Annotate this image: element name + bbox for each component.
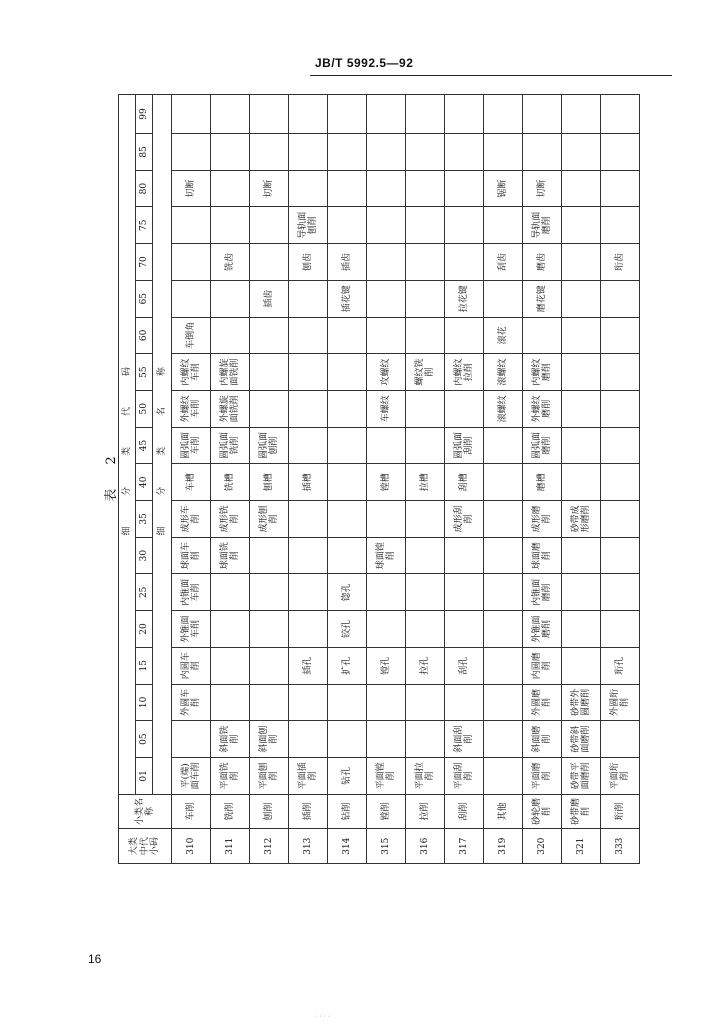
table-cell: [484, 464, 523, 501]
table-cell: [562, 317, 601, 354]
table-cell: [211, 684, 250, 721]
table-cell: [211, 647, 250, 684]
table-cell: 内螺纹车削: [172, 354, 211, 391]
table-cell: [601, 464, 640, 501]
table-cell: [445, 170, 484, 207]
table-cell: [562, 134, 601, 171]
table-cell: [250, 684, 289, 721]
table-cell: 球面铣削: [211, 537, 250, 574]
row-code: 316: [406, 829, 445, 864]
table-cell: [289, 501, 328, 538]
span-name-header: 细 分 类 名 称: [153, 95, 172, 795]
table-cell: [406, 684, 445, 721]
table-cell: 平面刮削: [445, 757, 484, 794]
table-cell: [367, 134, 406, 171]
row-code: 320: [523, 829, 562, 864]
table-cell: [250, 611, 289, 648]
table-cell: [406, 574, 445, 611]
table-cell: 刮孔: [445, 647, 484, 684]
table-cell: [289, 574, 328, 611]
row-subclass-name: 珩削: [601, 794, 640, 829]
row-subclass-name: 拉削: [406, 794, 445, 829]
table-cell: [328, 464, 367, 501]
table-cell: 外锥面车削: [172, 611, 211, 648]
page-number: 16: [88, 952, 102, 966]
table-cell: [484, 501, 523, 538]
table-cell: [562, 207, 601, 244]
table-cell: [172, 721, 211, 758]
table-cell: [250, 537, 289, 574]
table-cell: [523, 95, 562, 134]
table-cell: 球面磨削: [523, 537, 562, 574]
table-cell: 磨槽: [523, 464, 562, 501]
table-cell: [367, 721, 406, 758]
table-row: [406, 95, 445, 864]
table-cell: 外圆车削: [172, 684, 211, 721]
table-cell: 切断: [523, 170, 562, 207]
table-cell: [601, 390, 640, 427]
table-cell: [289, 134, 328, 171]
table-cell: [445, 537, 484, 574]
table-cell: 平面铣削: [211, 757, 250, 794]
row-subclass-name: 车削: [172, 794, 211, 829]
table-cell: [289, 537, 328, 574]
table-cell: 成形车削: [172, 501, 211, 538]
code-header-cell: 45: [136, 427, 153, 464]
row-code: 317: [445, 829, 484, 864]
table-cell: [601, 170, 640, 207]
table-cell: 内螺旋面铣削: [211, 354, 250, 391]
table-cell: [328, 95, 367, 134]
table-cell: [211, 611, 250, 648]
table-row: [211, 95, 250, 864]
code-header-cell: 80: [136, 170, 153, 207]
row-code: 333: [601, 829, 640, 864]
table-cell: 滚螺纹: [484, 354, 523, 391]
table-cell: [172, 95, 211, 134]
table-cell: [406, 95, 445, 134]
table-cell: [484, 427, 523, 464]
table-cell: 锪孔: [328, 574, 367, 611]
table-cell: 插齿: [328, 244, 367, 281]
table-cell: 珩孔: [601, 647, 640, 684]
table-cell: [406, 244, 445, 281]
table-cell: [250, 390, 289, 427]
table-cell: [562, 390, 601, 427]
table-cell: 球面车削: [172, 537, 211, 574]
table-cell: 导轨面磨削: [523, 207, 562, 244]
table-cell: [601, 95, 640, 134]
table-cell: [367, 501, 406, 538]
table-row: [250, 95, 289, 864]
table-row: [172, 95, 211, 864]
table-cell: 斜面刮削: [445, 721, 484, 758]
row-subclass-name: 砂轮磨削: [523, 794, 562, 829]
table-cell: [406, 170, 445, 207]
table-cell: 圆弧面刨削: [250, 427, 289, 464]
code-header-cell: 85: [136, 134, 153, 171]
table-cell: [250, 207, 289, 244]
table-cell: [562, 280, 601, 317]
table-cell: 平面珩削: [601, 757, 640, 794]
table-cell: 平面镗削: [367, 757, 406, 794]
code-header-cell: 10: [136, 684, 153, 721]
table-cell: [445, 207, 484, 244]
table-cell: [484, 574, 523, 611]
table-cell: [250, 244, 289, 281]
table-cell: [328, 134, 367, 171]
table-cell: 斜面磨削: [523, 721, 562, 758]
table-cell: 平面磨削: [523, 757, 562, 794]
table-caption: 表 2: [104, 446, 119, 502]
table-cell: [328, 427, 367, 464]
table-cell: [367, 684, 406, 721]
table-cell: [406, 207, 445, 244]
table-cell: [523, 317, 562, 354]
row-code: 312: [250, 829, 289, 864]
table-cell: 斜面刨削: [250, 721, 289, 758]
table-cell: [562, 647, 601, 684]
table-cell: 平面刨削: [250, 757, 289, 794]
table-cell: 磨齿: [523, 244, 562, 281]
table-cell: [484, 647, 523, 684]
code-header-cell: 15: [136, 647, 153, 684]
row-subclass-name: 镗削: [367, 794, 406, 829]
table-cell: 导轨面刨削: [289, 207, 328, 244]
code-header-row: [136, 95, 153, 864]
table-cell: [211, 280, 250, 317]
table-cell: [250, 317, 289, 354]
row-subclass-name: 插削: [289, 794, 328, 829]
table-cell: [601, 317, 640, 354]
row-code: 314: [328, 829, 367, 864]
table-cell: [211, 134, 250, 171]
table-cell: [445, 611, 484, 648]
standard-number: JB/T 5992.5—92: [315, 56, 414, 70]
table-cell: [601, 501, 640, 538]
table-cell: [562, 574, 601, 611]
table-cell: [601, 537, 640, 574]
table-cell: [601, 134, 640, 171]
table-cell: [289, 684, 328, 721]
table-cell: [289, 611, 328, 648]
table-cell: [289, 354, 328, 391]
table-row: [484, 95, 523, 864]
table-cell: 铣齿: [211, 244, 250, 281]
table-cell: 镗槽: [367, 464, 406, 501]
table-cell: 刨槽: [250, 464, 289, 501]
table-cell: 滚螺纹: [484, 390, 523, 427]
row-subclass-name: 其他: [484, 794, 523, 829]
table-cell: 外圆磨削: [523, 684, 562, 721]
row-subclass-name: 刨削: [250, 794, 289, 829]
table-cell: 外锥面磨削: [523, 611, 562, 648]
table-cell: 内锥面车削: [172, 574, 211, 611]
table-cell: [562, 354, 601, 391]
table-cell: [172, 280, 211, 317]
table-cell: 螺纹铣削: [406, 354, 445, 391]
table-cell: [562, 244, 601, 281]
table-cell: [445, 244, 484, 281]
code-header-cell: 50: [136, 390, 153, 427]
table-cell: [601, 574, 640, 611]
table-cell: [406, 501, 445, 538]
table-cell: [406, 721, 445, 758]
table-cell: [328, 684, 367, 721]
table-cell: 铰孔: [328, 611, 367, 648]
table-cell: [562, 170, 601, 207]
row-subclass-name: 砂带磨削: [562, 794, 601, 829]
table-cell: [250, 134, 289, 171]
table-cell: [367, 95, 406, 134]
table-cell: 圆弧面铣削: [211, 427, 250, 464]
table-row: [562, 95, 601, 864]
table-cell: 平(端)面车削: [172, 757, 211, 794]
table-cell: 切断: [172, 170, 211, 207]
table-cell: [601, 427, 640, 464]
row-subclass-name: 铣削: [211, 794, 250, 829]
code-header-cell: 40: [136, 464, 153, 501]
table-cell: 平面插削: [289, 757, 328, 794]
table-cell: 拉孔: [406, 647, 445, 684]
row-subclass-name: 钻削: [328, 794, 367, 829]
table-cell: 插槽: [289, 464, 328, 501]
table-cell: 砂带外圆磨削: [562, 684, 601, 721]
row-code: 315: [367, 829, 406, 864]
code-header-cell: 75: [136, 207, 153, 244]
rotated-table-block: [100, 94, 676, 864]
table-cell: [601, 354, 640, 391]
table-cell: 内圆车削: [172, 647, 211, 684]
table-row: [289, 95, 328, 864]
code-header-cell: 01: [136, 757, 153, 794]
row-code: 321: [562, 829, 601, 864]
table-cell: [406, 390, 445, 427]
table-row: [328, 95, 367, 864]
table-cell: [367, 170, 406, 207]
table-cell: [406, 537, 445, 574]
table-cell: 成形铣削: [211, 501, 250, 538]
table-cell: [289, 427, 328, 464]
table-cell: 内螺纹拉削: [445, 354, 484, 391]
table-row: [523, 95, 562, 864]
table-cell: [367, 280, 406, 317]
table-cell: [367, 611, 406, 648]
table-cell: [289, 170, 328, 207]
code-header-cell: 70: [136, 244, 153, 281]
table-cell: [211, 574, 250, 611]
table-cell: 钻孔: [328, 757, 367, 794]
table-cell: [367, 574, 406, 611]
table-cell: 铣槽: [211, 464, 250, 501]
table-cell: [328, 721, 367, 758]
table-cell: [328, 170, 367, 207]
table-cell: [172, 244, 211, 281]
table-cell: 成形刨削: [250, 501, 289, 538]
table-cell: [484, 757, 523, 794]
table-cell: [562, 464, 601, 501]
table-cell: 圆弧面车削: [172, 427, 211, 464]
table-cell: 外圆珩削: [601, 684, 640, 721]
table-cell: 圆弧面磨削: [523, 427, 562, 464]
table-cell: 平面拉削: [406, 757, 445, 794]
code-header-cell: 99: [136, 95, 153, 134]
table-cell: [484, 537, 523, 574]
table-cell: 插花键: [328, 280, 367, 317]
header-rule: [310, 75, 672, 76]
table-cell: 镗孔: [367, 647, 406, 684]
table-cell: [484, 207, 523, 244]
table-cell: [562, 611, 601, 648]
table-cell: [601, 721, 640, 758]
table-cell: [601, 611, 640, 648]
table-cell: [406, 134, 445, 171]
table-cell: [406, 611, 445, 648]
table-cell: 内锥面磨削: [523, 574, 562, 611]
table-cell: 刮齿: [484, 244, 523, 281]
table-cell: [445, 134, 484, 171]
table-cell: [562, 537, 601, 574]
table-cell: 内螺纹磨削: [523, 354, 562, 391]
table-cell: [484, 134, 523, 171]
table-cell: [445, 574, 484, 611]
table-cell: [484, 684, 523, 721]
table-cell: [367, 317, 406, 354]
table-cell: 圆弧面刮削: [445, 427, 484, 464]
table-row: [601, 95, 640, 864]
code-header-cell: 60: [136, 317, 153, 354]
table-cell: 滚花: [484, 317, 523, 354]
code-header-cell: 65: [136, 280, 153, 317]
table-row: [367, 95, 406, 864]
corner-header: 大类 中代 小码: [119, 829, 172, 864]
table-cell: [211, 317, 250, 354]
table-cell: 球面镗削: [367, 537, 406, 574]
row-code: 310: [172, 829, 211, 864]
table-cell: [289, 390, 328, 427]
classification-table: [118, 94, 640, 864]
table-cell: 磨花键: [523, 280, 562, 317]
table-cell: 刨齿: [289, 244, 328, 281]
table-cell: 锯断: [484, 170, 523, 207]
table-cell: [250, 354, 289, 391]
table-cell: [484, 280, 523, 317]
code-header-cell: 35: [136, 501, 153, 538]
table-cell: 砂带成形磨削: [562, 501, 601, 538]
row-code: 313: [289, 829, 328, 864]
table-cell: 切断: [250, 170, 289, 207]
footer-mark: · · · ·: [315, 1013, 331, 1020]
table-cell: [289, 721, 328, 758]
table-cell: [406, 280, 445, 317]
table-row: [445, 95, 484, 864]
table-cell: [601, 207, 640, 244]
table-cell: 车槽: [172, 464, 211, 501]
table-cell: [484, 95, 523, 134]
table-cell: [523, 134, 562, 171]
row-code: 319: [484, 829, 523, 864]
table-cell: 成形磨削: [523, 501, 562, 538]
code-header-cell: 55: [136, 354, 153, 391]
code-header-cell: 05: [136, 721, 153, 758]
span-code-header: 细 分 类 代 码: [119, 95, 136, 795]
table-cell: [328, 207, 367, 244]
code-header-cell: 25: [136, 574, 153, 611]
table-cell: 拉花键: [445, 280, 484, 317]
code-header-cell: 30: [136, 537, 153, 574]
table-cell: [406, 317, 445, 354]
table-cell: [484, 721, 523, 758]
table-cell: [250, 95, 289, 134]
row-code: 311: [211, 829, 250, 864]
table-cell: [367, 427, 406, 464]
table-cell: 斜面铣削: [211, 721, 250, 758]
table-cell: 珩齿: [601, 244, 640, 281]
table-cell: 砂带平面磨削: [562, 757, 601, 794]
row-subclass-name: 刮削: [445, 794, 484, 829]
table-cell: [601, 280, 640, 317]
table-cell: [445, 390, 484, 427]
table-cell: [289, 317, 328, 354]
table-cell: [211, 170, 250, 207]
table-cell: [484, 611, 523, 648]
table-cell: [406, 427, 445, 464]
table-cell: [289, 95, 328, 134]
table-cell: [328, 390, 367, 427]
table-cell: [562, 95, 601, 134]
table-cell: [289, 280, 328, 317]
table-cell: 拉槽: [406, 464, 445, 501]
table-cell: 外螺纹车削: [172, 390, 211, 427]
table-cell: 车倒角: [172, 317, 211, 354]
table-cell: [328, 501, 367, 538]
table-cell: 外螺纹磨削: [523, 390, 562, 427]
table-cell: 成形刮削: [445, 501, 484, 538]
table-cell: [172, 207, 211, 244]
table-cell: [250, 647, 289, 684]
table-cell: [445, 684, 484, 721]
table-cell: [367, 207, 406, 244]
table-cell: [445, 95, 484, 134]
table-cell: 内圆磨削: [523, 647, 562, 684]
table-cell: 外螺旋面铣削: [211, 390, 250, 427]
table-cell: 插孔: [289, 647, 328, 684]
table-cell: 砂带斜面磨削: [562, 721, 601, 758]
subclass-name-header: 小类名称: [119, 794, 172, 829]
table-cell: [367, 244, 406, 281]
table-cell: [250, 574, 289, 611]
table-cell: [445, 317, 484, 354]
table-cell: [328, 537, 367, 574]
table-cell: 刮槽: [445, 464, 484, 501]
code-header-cell: 20: [136, 611, 153, 648]
table-cell: [328, 354, 367, 391]
table-cell: [211, 95, 250, 134]
table-cell: [328, 317, 367, 354]
table-cell: 车螺纹: [367, 390, 406, 427]
table-cell: 攻螺纹: [367, 354, 406, 391]
table-cell: 扩孔: [328, 647, 367, 684]
table-cell: 插齿: [250, 280, 289, 317]
table-cell: [562, 427, 601, 464]
table-cell: [172, 134, 211, 171]
table-cell: [211, 207, 250, 244]
